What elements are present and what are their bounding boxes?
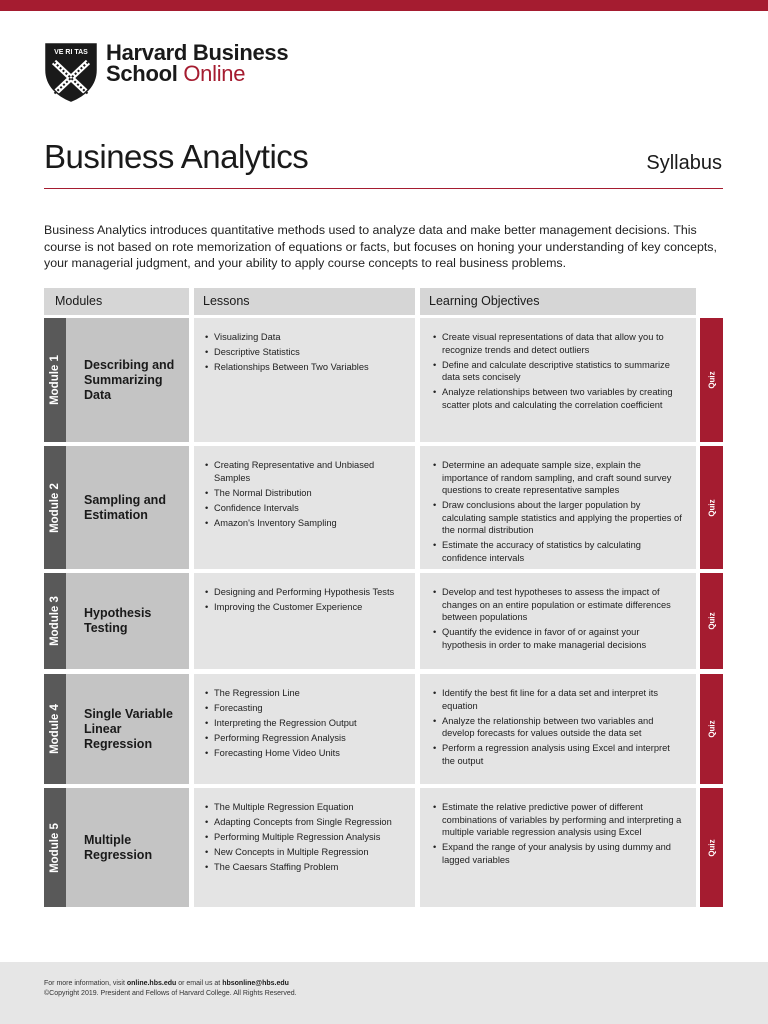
lesson-item: • Creating Representative and Unbiased Samples (205, 459, 405, 484)
objective-item: • Perform a regression analysis using Excel and interpret the output (433, 742, 685, 767)
lesson-item: • Amazon's Inventory Sampling (205, 517, 405, 530)
objective-item: • Estimate the relative predictive power of different combinations of variables by performing and interpreting a multiple variable regression analysis using Excel (433, 801, 685, 839)
lesson-item: • Descriptive Statistics (205, 346, 405, 359)
objective-item: • Analyze relationships between two variables by creating scatter plots and calculating the correlation coefficient (433, 386, 685, 411)
lessons-cell (194, 674, 415, 784)
logo-name-line2: School Online (106, 61, 246, 86)
module-row-1 (44, 318, 723, 442)
lessons-cell (194, 788, 415, 907)
module-name: Hypothesis Testing (84, 606, 152, 635)
lesson-item: • Visualizing Data (205, 331, 405, 344)
objectives-cell (420, 318, 696, 442)
course-intro: Business Analytics introduces quantitative methods used to analyze data and make better management decisions. This course is not based on rote memorization of equations or facts, but focuses on honing your understanding of key concepts, your managerial judgment, and your ability to apply course concepts to real business problems. (44, 223, 717, 270)
page-title: Business Analytics (44, 138, 309, 175)
objective-item: • Quantify the evidence in favor of or against your hypothesis in order to make managerial decisions (433, 626, 685, 651)
lesson-item: • The Normal Distribution (205, 487, 405, 500)
module-name: Describing and Summarizing Data (84, 357, 175, 402)
footer (0, 962, 768, 1024)
lesson-item: • Confidence Intervals (205, 502, 405, 515)
syllabus-label: Syllabus (646, 152, 722, 174)
quiz-tab[interactable]: Quiz (700, 573, 723, 669)
module-tab: Module 1 (44, 318, 66, 442)
lesson-item: • Interpreting the Regression Output (205, 717, 405, 730)
module-name: Single Variable Linear Regression (84, 706, 173, 751)
module-name-cell (66, 674, 189, 784)
website-link[interactable]: online.hbs.edu (126, 980, 177, 987)
objectives-cell (420, 573, 696, 669)
objectives-cell (420, 788, 696, 907)
module-name-cell (66, 318, 189, 442)
email-link[interactable]: hbsonline@hbs.edu (222, 980, 289, 987)
quiz-tab[interactable]: Quiz (700, 788, 723, 907)
lesson-item: • New Concepts in Multiple Regression (205, 846, 405, 859)
module-name-cell (66, 446, 189, 569)
lessons-cell (194, 573, 415, 669)
lesson-item: • Performing Regression Analysis (205, 732, 405, 745)
objective-item: • Identify the best fit line for a data set and interpret its equation (433, 687, 685, 712)
lessons-cell (194, 446, 415, 569)
title-divider (44, 188, 723, 189)
objective-item: • Estimate the accuracy of statistics by calculating confidence intervals (433, 539, 685, 564)
objective-item: • Create visual representations of data that allow you to recognize trends and detect outliers (433, 331, 685, 356)
lesson-item: • The Caesars Staffing Problem (205, 861, 405, 874)
lesson-item: • Adapting Concepts from Single Regression (205, 816, 405, 829)
harvard-shield-icon (44, 42, 98, 102)
column-header-modules: Modules (44, 288, 189, 315)
lesson-item: • Forecasting (205, 702, 405, 715)
module-tab: Module 3 (44, 573, 66, 669)
svg-text:VE RI TAS: VE RI TAS (54, 49, 88, 56)
objective-item: • Define and calculate descriptive statistics to summarize data sets concisely (433, 359, 685, 384)
module-tab: Module 5 (44, 788, 66, 907)
column-header-lessons: Lessons (194, 288, 415, 315)
lesson-item: • The Regression Line (205, 687, 405, 700)
footer-info: For more information, visit online.hbs.edu or email us at hbsonline@hbs.edu ©Copyright 2019. President and Fellows of Harvard College. All Rights Reserved. (44, 980, 297, 997)
lesson-item: • Performing Multiple Regression Analysis (205, 831, 405, 844)
copyright: ©Copyright 2019. President and Fellows of Harvard College. All Rights Reserved. (44, 990, 297, 997)
module-name-cell (66, 573, 189, 669)
quiz-tab[interactable]: Quiz (700, 318, 723, 442)
quiz-tab[interactable]: Quiz (700, 674, 723, 784)
objective-item: • Expand the range of your analysis by using dummy and lagged variables (433, 841, 685, 866)
module-name: Sampling and Estimation (84, 492, 166, 522)
objective-item: • Develop and test hypotheses to assess the impact of changes on an entire population or estimate differences between populations (433, 586, 685, 624)
column-header-objectives: Learning Objectives (420, 288, 696, 315)
objective-item: • Analyze the relationship between two variables and develop forecasts for values outside the data set (433, 715, 685, 740)
module-row-2 (44, 446, 723, 569)
lesson-item: • Forecasting Home Video Units (205, 747, 405, 760)
module-row-5 (44, 788, 723, 907)
objective-item: • Draw conclusions about the larger population by calculating sample statistics and applying the properties of the normal distribution (433, 499, 685, 537)
lesson-item: • Improving the Customer Experience (205, 601, 405, 614)
objectives-cell (420, 674, 696, 784)
logo-name-line1: Harvard Business (106, 40, 289, 65)
lesson-item: • The Multiple Regression Equation (205, 801, 405, 814)
top-accent-bar (0, 0, 768, 11)
quiz-tab[interactable]: Quiz (700, 446, 723, 569)
module-row-4 (44, 674, 723, 784)
objective-item: • Determine an adequate sample size, explain the importance of random sampling, and craft sound survey questions to create representative samples (433, 459, 685, 497)
objectives-cell (420, 446, 696, 569)
module-name-cell (66, 788, 189, 907)
lesson-item: • Relationships Between Two Variables (205, 361, 405, 374)
lesson-item: • Designing and Performing Hypothesis Tests (205, 586, 405, 599)
lessons-cell (194, 318, 415, 442)
hbs-online-logo[interactable] (44, 42, 288, 102)
module-row-3 (44, 573, 723, 669)
module-tab: Module 2 (44, 446, 66, 569)
module-name: Multiple Regression (84, 832, 153, 862)
module-tab: Module 4 (44, 674, 66, 784)
